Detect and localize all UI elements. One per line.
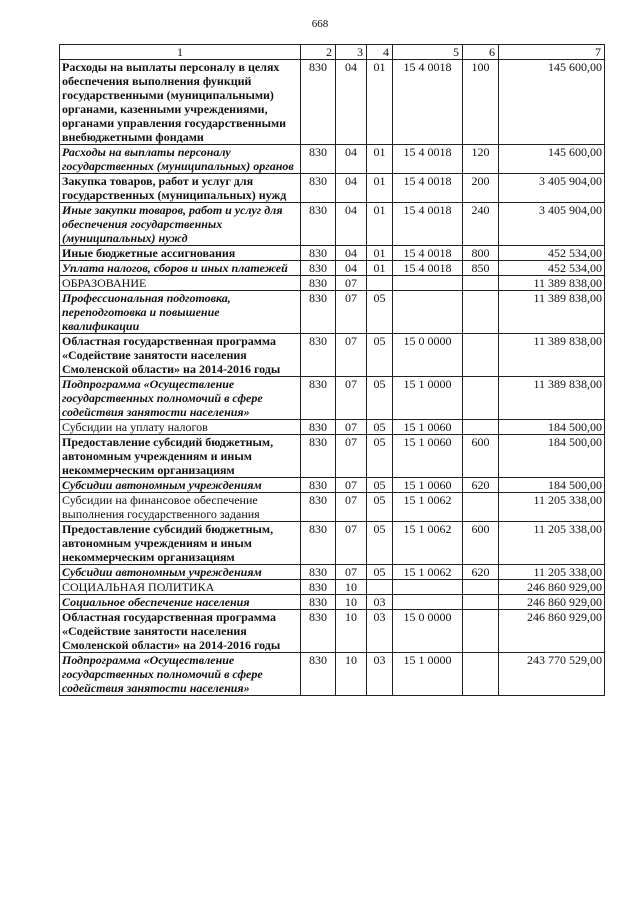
row-amount-cell: 184 500,00	[499, 478, 605, 493]
row-name-cell: Областная государственная программа «Содействие занятости населения Смоленской области» на 2014-2016 годы	[60, 610, 301, 653]
row-expense-type-cell	[463, 377, 499, 420]
table-row	[60, 246, 605, 261]
row-section-cell: 07	[336, 493, 367, 522]
row-chapter-cell: 830	[301, 610, 336, 653]
row-amount-cell: 11 389 838,00	[499, 276, 605, 291]
header-row	[60, 45, 605, 60]
row-amount-cell: 11 205 338,00	[499, 493, 605, 522]
row-target-article-cell: 15 4 0018	[393, 174, 463, 203]
row-chapter-cell: 830	[301, 145, 336, 174]
row-name-cell: СОЦИАЛЬНАЯ ПОЛИТИКА	[60, 580, 301, 595]
table-row	[60, 565, 605, 580]
row-name-cell: Иные бюджетные ассигнования	[60, 246, 301, 261]
row-amount-cell: 3 405 904,00	[499, 203, 605, 246]
row-section-cell: 07	[336, 522, 367, 565]
row-chapter-cell: 830	[301, 580, 336, 595]
row-subsection-cell: 05	[367, 565, 393, 580]
row-target-article-cell: 15 4 0018	[393, 203, 463, 246]
row-target-article-cell: 15 4 0018	[393, 60, 463, 145]
row-subsection-cell: 01	[367, 203, 393, 246]
row-chapter-cell: 830	[301, 334, 336, 377]
row-amount-cell: 145 600,00	[499, 60, 605, 145]
row-section-cell: 04	[336, 246, 367, 261]
row-amount-cell: 11 389 838,00	[499, 291, 605, 334]
page-number: 668	[311, 18, 329, 30]
row-section-cell: 07	[336, 291, 367, 334]
row-chapter-cell: 830	[301, 377, 336, 420]
row-chapter-cell: 830	[301, 478, 336, 493]
row-subsection-cell: 01	[367, 174, 393, 203]
table-row	[60, 420, 605, 435]
row-expense-type-cell	[463, 610, 499, 653]
row-expense-type-cell: 120	[463, 145, 499, 174]
row-target-article-cell	[393, 276, 463, 291]
row-section-cell: 04	[336, 203, 367, 246]
table-row	[60, 610, 605, 653]
row-subsection-cell: 05	[367, 334, 393, 377]
row-section-cell: 10	[336, 595, 367, 610]
row-amount-cell: 11 389 838,00	[499, 334, 605, 377]
table-row	[60, 291, 605, 334]
row-expense-type-cell: 620	[463, 478, 499, 493]
row-amount-cell: 184 500,00	[499, 420, 605, 435]
table-row	[60, 435, 605, 478]
row-expense-type-cell	[463, 653, 499, 696]
row-expense-type-cell: 200	[463, 174, 499, 203]
row-name-cell: Уплата налогов, сборов и иных платежей	[60, 261, 301, 276]
row-amount-cell: 3 405 904,00	[499, 174, 605, 203]
header-col-5: 5	[393, 45, 463, 60]
row-target-article-cell: 15 1 0060	[393, 435, 463, 478]
table-row	[60, 377, 605, 420]
row-target-article-cell: 15 1 0000	[393, 377, 463, 420]
row-section-cell: 07	[336, 420, 367, 435]
row-amount-cell: 145 600,00	[499, 145, 605, 174]
row-name-cell: Расходы на выплаты персоналу государственных (муниципальных) органов	[60, 145, 301, 174]
row-subsection-cell: 01	[367, 246, 393, 261]
row-chapter-cell: 830	[301, 565, 336, 580]
row-section-cell: 07	[336, 565, 367, 580]
row-name-cell: Иные закупки товаров, работ и услуг для обеспечения государственных (муниципальных) нужд	[60, 203, 301, 246]
row-name-cell: Областная государственная программа «Содействие занятости населения Смоленской области» на 2014-2016 годы	[60, 334, 301, 377]
row-chapter-cell: 830	[301, 522, 336, 565]
row-section-cell: 04	[336, 261, 367, 276]
row-subsection-cell: 01	[367, 60, 393, 145]
header-col-4: 4	[367, 45, 393, 60]
table-row	[60, 60, 605, 145]
row-target-article-cell: 15 1 0062	[393, 493, 463, 522]
row-name-cell: Подпрограмма «Осуществление государственных полномочий в сфере содействия занятости населения»	[60, 377, 301, 420]
row-target-article-cell: 15 0 0000	[393, 610, 463, 653]
row-subsection-cell: 05	[367, 435, 393, 478]
row-amount-cell: 11 205 338,00	[499, 522, 605, 565]
row-section-cell: 04	[336, 174, 367, 203]
row-subsection-cell: 05	[367, 420, 393, 435]
row-subsection-cell: 01	[367, 261, 393, 276]
row-subsection-cell: 03	[367, 595, 393, 610]
row-amount-cell: 243 770 529,00	[499, 653, 605, 696]
row-subsection-cell: 05	[367, 493, 393, 522]
row-name-cell: Субсидии на финансовое обеспечение выполнения государственного задания	[60, 493, 301, 522]
row-amount-cell: 246 860 929,00	[499, 595, 605, 610]
row-section-cell: 04	[336, 145, 367, 174]
table-row	[60, 595, 605, 610]
row-target-article-cell: 15 1 0062	[393, 522, 463, 565]
row-name-cell: Социальное обеспечение населения	[60, 595, 301, 610]
row-amount-cell: 246 860 929,00	[499, 610, 605, 653]
row-chapter-cell: 830	[301, 291, 336, 334]
row-expense-type-cell: 240	[463, 203, 499, 246]
table-row	[60, 276, 605, 291]
row-expense-type-cell: 600	[463, 522, 499, 565]
row-name-cell: ОБРАЗОВАНИЕ	[60, 276, 301, 291]
row-name-cell: Предоставление субсидий бюджетным, автономным учреждениям и иным некоммерческим организациям	[60, 435, 301, 478]
row-target-article-cell: 15 1 0062	[393, 565, 463, 580]
row-amount-cell: 452 534,00	[499, 246, 605, 261]
row-target-article-cell: 15 1 0060	[393, 478, 463, 493]
row-chapter-cell: 830	[301, 60, 336, 145]
header-col-7: 7	[499, 45, 605, 60]
row-expense-type-cell	[463, 493, 499, 522]
row-expense-type-cell	[463, 420, 499, 435]
row-subsection-cell: 05	[367, 377, 393, 420]
row-chapter-cell: 830	[301, 276, 336, 291]
table-row	[60, 653, 605, 696]
row-amount-cell: 452 534,00	[499, 261, 605, 276]
row-section-cell: 07	[336, 435, 367, 478]
table-row	[60, 522, 605, 565]
row-name-cell: Закупка товаров, работ и услуг для государственных (муниципальных) нужд	[60, 174, 301, 203]
row-subsection-cell: 05	[367, 291, 393, 334]
row-expense-type-cell	[463, 334, 499, 377]
row-subsection-cell: 03	[367, 653, 393, 696]
table-row	[60, 478, 605, 493]
row-chapter-cell: 830	[301, 261, 336, 276]
row-section-cell: 10	[336, 610, 367, 653]
table-row	[60, 203, 605, 246]
row-name-cell: Предоставление субсидий бюджетным, автономным учреждениям и иным некоммерческим организациям	[60, 522, 301, 565]
row-chapter-cell: 830	[301, 653, 336, 696]
row-name-cell: Профессиональная подготовка, переподготовка и повышение квалификации	[60, 291, 301, 334]
row-expense-type-cell	[463, 595, 499, 610]
row-chapter-cell: 830	[301, 595, 336, 610]
row-target-article-cell	[393, 291, 463, 334]
row-subsection-cell: 03	[367, 610, 393, 653]
row-target-article-cell: 15 4 0018	[393, 145, 463, 174]
row-name-cell: Субсидии автономным учреждениям	[60, 478, 301, 493]
table-row	[60, 145, 605, 174]
row-chapter-cell: 830	[301, 435, 336, 478]
row-chapter-cell: 830	[301, 493, 336, 522]
row-amount-cell: 184 500,00	[499, 435, 605, 478]
row-amount-cell: 246 860 929,00	[499, 580, 605, 595]
table-row	[60, 334, 605, 377]
row-amount-cell: 11 389 838,00	[499, 377, 605, 420]
table-row	[60, 174, 605, 203]
row-section-cell: 07	[336, 276, 367, 291]
row-amount-cell: 11 205 338,00	[499, 565, 605, 580]
row-subsection-cell: 05	[367, 478, 393, 493]
row-subsection-cell: 01	[367, 145, 393, 174]
row-target-article-cell	[393, 595, 463, 610]
row-target-article-cell: 15 1 0000	[393, 653, 463, 696]
header-col-6: 6	[463, 45, 499, 60]
row-name-cell: Субсидии на уплату налогов	[60, 420, 301, 435]
row-expense-type-cell	[463, 580, 499, 595]
row-section-cell: 07	[336, 334, 367, 377]
row-expense-type-cell: 620	[463, 565, 499, 580]
header-col-3: 3	[336, 45, 367, 60]
row-expense-type-cell: 800	[463, 246, 499, 261]
row-chapter-cell: 830	[301, 420, 336, 435]
table-row	[60, 493, 605, 522]
header-col-1: 1	[60, 45, 301, 60]
row-chapter-cell: 830	[301, 246, 336, 261]
row-name-cell: Расходы на выплаты персоналу в целях обеспечения выполнения функций государственными (муниципальными) органами, казенными учреждениями, органами управления государственными внебюджетными фондами	[60, 60, 301, 145]
row-name-cell: Подпрограмма «Осуществление государственных полномочий в сфере содействия занятости населения»	[60, 653, 301, 696]
row-expense-type-cell: 600	[463, 435, 499, 478]
row-section-cell: 07	[336, 478, 367, 493]
row-section-cell: 07	[336, 377, 367, 420]
table-row	[60, 261, 605, 276]
row-target-article-cell: 15 0 0000	[393, 334, 463, 377]
row-section-cell: 10	[336, 580, 367, 595]
row-section-cell: 04	[336, 60, 367, 145]
row-target-article-cell: 15 1 0060	[393, 420, 463, 435]
row-subsection-cell: 05	[367, 522, 393, 565]
row-name-cell: Субсидии автономным учреждениям	[60, 565, 301, 580]
table-row	[60, 580, 605, 595]
row-expense-type-cell: 100	[463, 60, 499, 145]
row-expense-type-cell	[463, 291, 499, 334]
row-expense-type-cell	[463, 276, 499, 291]
row-expense-type-cell: 850	[463, 261, 499, 276]
header-col-2: 2	[301, 45, 336, 60]
row-chapter-cell: 830	[301, 174, 336, 203]
row-target-article-cell: 15 4 0018	[393, 261, 463, 276]
table-body	[60, 60, 605, 696]
row-target-article-cell: 15 4 0018	[393, 246, 463, 261]
row-subsection-cell	[367, 580, 393, 595]
row-subsection-cell	[367, 276, 393, 291]
row-target-article-cell	[393, 580, 463, 595]
budget-table	[59, 44, 605, 696]
row-chapter-cell: 830	[301, 203, 336, 246]
row-section-cell: 10	[336, 653, 367, 696]
